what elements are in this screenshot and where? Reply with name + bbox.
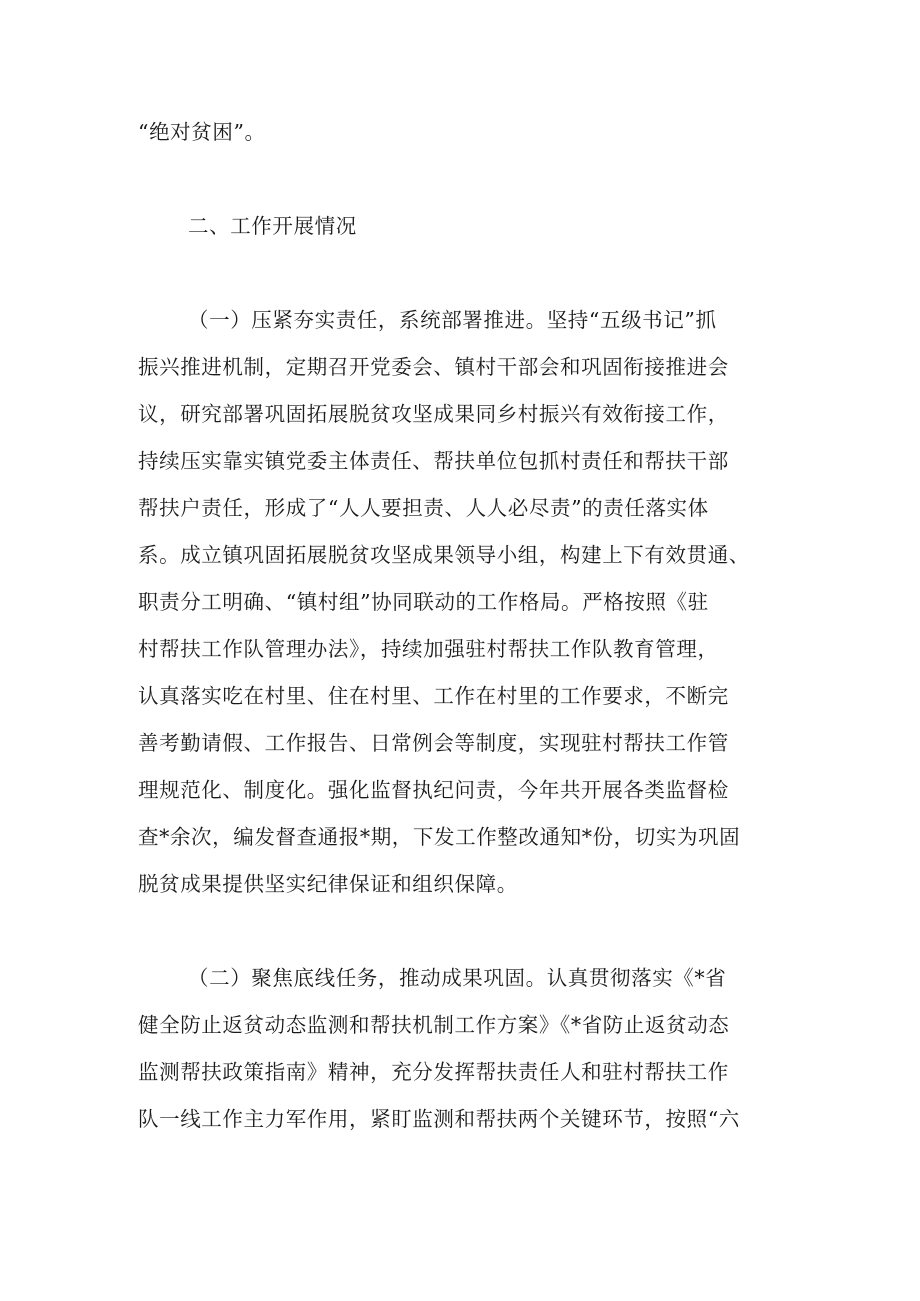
paragraph-line: 振兴推进机制，定期召开党委会、镇村干部会和巩固衔接推进会 <box>138 355 729 379</box>
paragraph-line: 脱贫成果提供坚实纪律保证和组织保障。 <box>138 872 518 896</box>
paragraph-line: 持续压实靠实镇党委主体责任、帮扶单位包抓村责任和帮扶干部 <box>138 449 729 473</box>
paragraph-line: 议，研究部署巩固拓展脱贫攻坚成果同乡村振兴有效衔接工作， <box>138 402 729 426</box>
paragraph-line: 查*余次，编发督查通报*期，下发工作整改通知*份，切实为巩固 <box>138 825 741 849</box>
paragraph-line: 村帮扶工作队管理办法》，持续加强驻村帮扶工作队教育管理， <box>138 637 719 661</box>
paragraph-line: 健全防止返贫动态监测和帮扶机制工作方案》《*省防止返贫动态 <box>138 1013 730 1037</box>
paragraph-line: 系。成立镇巩固拓展脱贫攻坚成果领导小组，构建上下有效贯通、 <box>138 543 750 567</box>
paragraph-line: 善考勤请假、工作报告、日常例会等制度，实现驻村帮扶工作管 <box>138 731 729 755</box>
paragraph-line: （二）聚焦底线任务，推动成果巩固。认真贯彻落实《*省 <box>188 966 727 990</box>
paragraph-line: （一）压紧夯实责任，系统部署推进。坚持“五级书记”抓 <box>188 308 717 332</box>
section-heading: 二、工作开展情况 <box>188 214 357 238</box>
paragraph-line: 认真落实吃在村里、住在村里、工作在村里的工作要求，不断完 <box>138 684 729 708</box>
paragraph-line: 帮扶户责任，形成了“人人要担责、人人必尽责”的责任落实体 <box>138 496 709 520</box>
lead-line: “绝对贫困”。 <box>138 120 266 144</box>
paragraph-line: 监测帮扶政策指南》精神，充分发挥帮扶责任人和驻村帮扶工作 <box>138 1060 729 1084</box>
paragraph-line: 队一线工作主力军作用，紧盯监测和帮扶两个关键环节，按照“六 <box>138 1107 740 1131</box>
paragraph-line: 理规范化、制度化。强化监督执纪问责，今年共开展各类监督检 <box>138 778 729 802</box>
paragraph-line: 职责分工明确、“镇村组”协同联动的工作格局。严格按照《驻 <box>138 590 709 614</box>
